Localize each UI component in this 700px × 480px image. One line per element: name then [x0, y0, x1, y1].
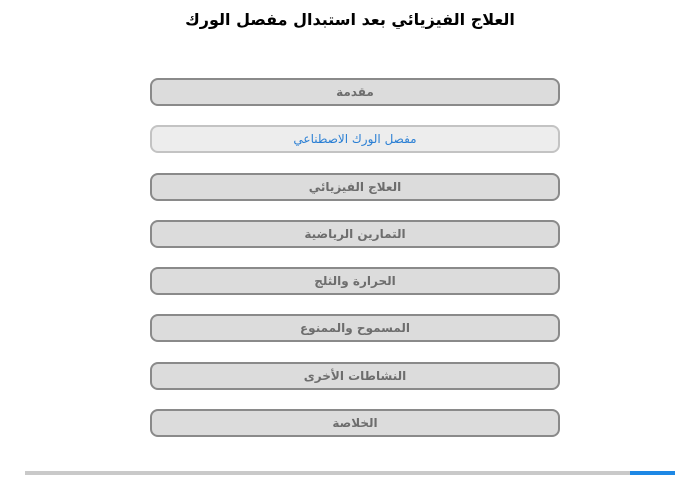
menu-item-other-activities[interactable]: النشاطات الأخرى: [150, 362, 560, 390]
chapter-menu: [150, 78, 560, 456]
progress-bar-fill: [630, 471, 676, 475]
page-title: العلاج الفيزيائي بعد استبدال مفصل الورك: [185, 10, 515, 29]
menu-item-summary[interactable]: الخلاصة: [150, 409, 560, 437]
menu-item-heat-and-ice[interactable]: الحرارة والثلج: [150, 267, 560, 295]
menu-item-artificial-hip-joint[interactable]: مفصل الورك الاصطناعي: [150, 125, 560, 153]
progress-bar: [25, 471, 675, 475]
menu-item-physical-therapy[interactable]: العلاج الفيزيائي: [150, 173, 560, 201]
menu-item-exercises[interactable]: التمارين الرياضية: [150, 220, 560, 248]
menu-item-introduction[interactable]: مقدمة: [150, 78, 560, 106]
menu-item-dos-and-donts[interactable]: المسموح والممنوع: [150, 314, 560, 342]
